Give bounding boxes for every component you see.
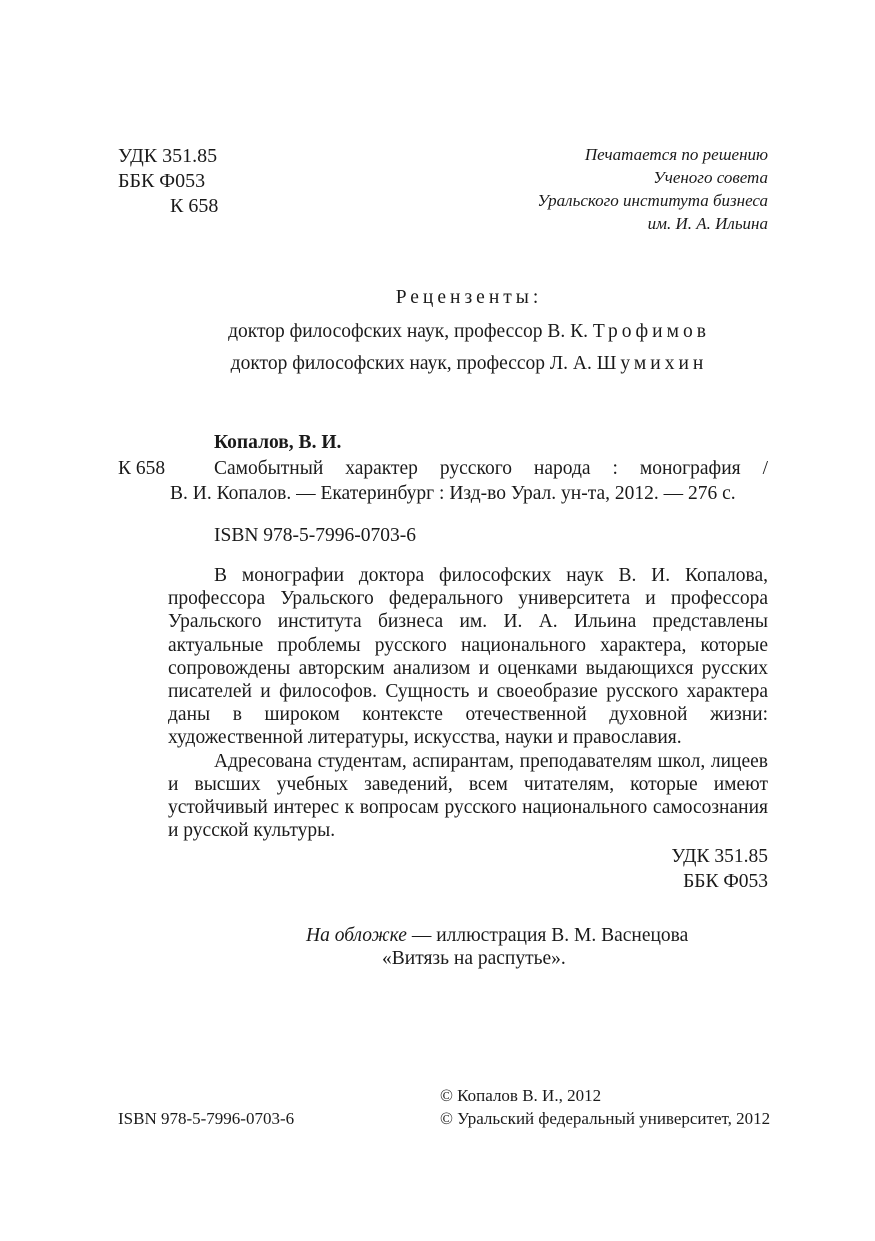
cover-note: [306, 924, 688, 947]
description-line-2: В. И. Копалов. — Екатеринбург : Изд-во Урал. ун-та, 2012. — 276 с.: [170, 483, 736, 504]
reviewer-1-surname: Трофимов: [592, 321, 710, 342]
copyright-university: © Уральский федеральный университет, 2012: [440, 1109, 771, 1128]
author-mark-top: К 658: [170, 195, 219, 217]
bbk-code: ББК Ф053: [118, 170, 206, 192]
udk-code-bottom: УДК 351.85: [671, 846, 768, 867]
udk-code: УДК 351.85: [118, 145, 218, 167]
approval-line-1: Печатается по решению: [584, 145, 768, 164]
approval-line-4: им. И. А. Ильина: [647, 214, 768, 233]
approval-line-2: Ученого совета: [653, 168, 768, 187]
cover-note-text: — иллюстрация В. М. Васнецова: [406, 925, 689, 946]
abstract-paragraph-1: В монографии доктора философских наук В. И. Копалова, профессора Уральского федерального университета и профессора Уральского института бизнеса им. И. А. Ильина представлены актуальные проблемы русского национального характера, которые сопровождены авторским анализом и оценками выдающихся русских писателей и философов. Сущность и своеобразие русского характера даны в широком контексте отечественной духовной жизни: художественной литературы, искусства, науки и православия.: [168, 565, 768, 749]
reviewer-2: [0, 352, 875, 375]
reviewer-2-surname: Шумихин: [596, 353, 708, 374]
copyright-author: © Копалов В. И., 2012: [440, 1086, 602, 1105]
bbk-code-bottom: ББК Ф053: [683, 871, 768, 892]
approval-line-3: Уральского института бизнеса: [537, 191, 768, 210]
description-line-1: Самобытный характер русского народа : монография /: [214, 458, 768, 479]
author-heading: Копалов, В. И.: [214, 432, 342, 453]
isbn-record: ISBN 978-5-7996-0703-6: [214, 525, 417, 546]
abstract: [168, 564, 768, 842]
cover-painting-title: «Витязь на распутье».: [382, 948, 566, 969]
abstract-paragraph-2: Адресована студентам, аспирантам, преподавателям школ, лицеев и высших учебных заведений, всем читателям, которые имеют устойчивый интерес к вопросам русского национального самосознания и русской культуры.: [168, 750, 768, 842]
author-mark: К 658: [118, 458, 166, 479]
cover-note-label: На обложке: [306, 925, 407, 946]
reviewer-1-prefix: доктор философских наук, профессор В. К.: [228, 321, 593, 342]
footer-isbn: ISBN 978-5-7996-0703-6: [118, 1109, 295, 1128]
reviewer-2-prefix: доктор философских наук, профессор Л. А.: [230, 353, 597, 374]
reviewer-1: [0, 320, 875, 343]
reviewers-heading: Рецензенты:: [395, 287, 543, 308]
